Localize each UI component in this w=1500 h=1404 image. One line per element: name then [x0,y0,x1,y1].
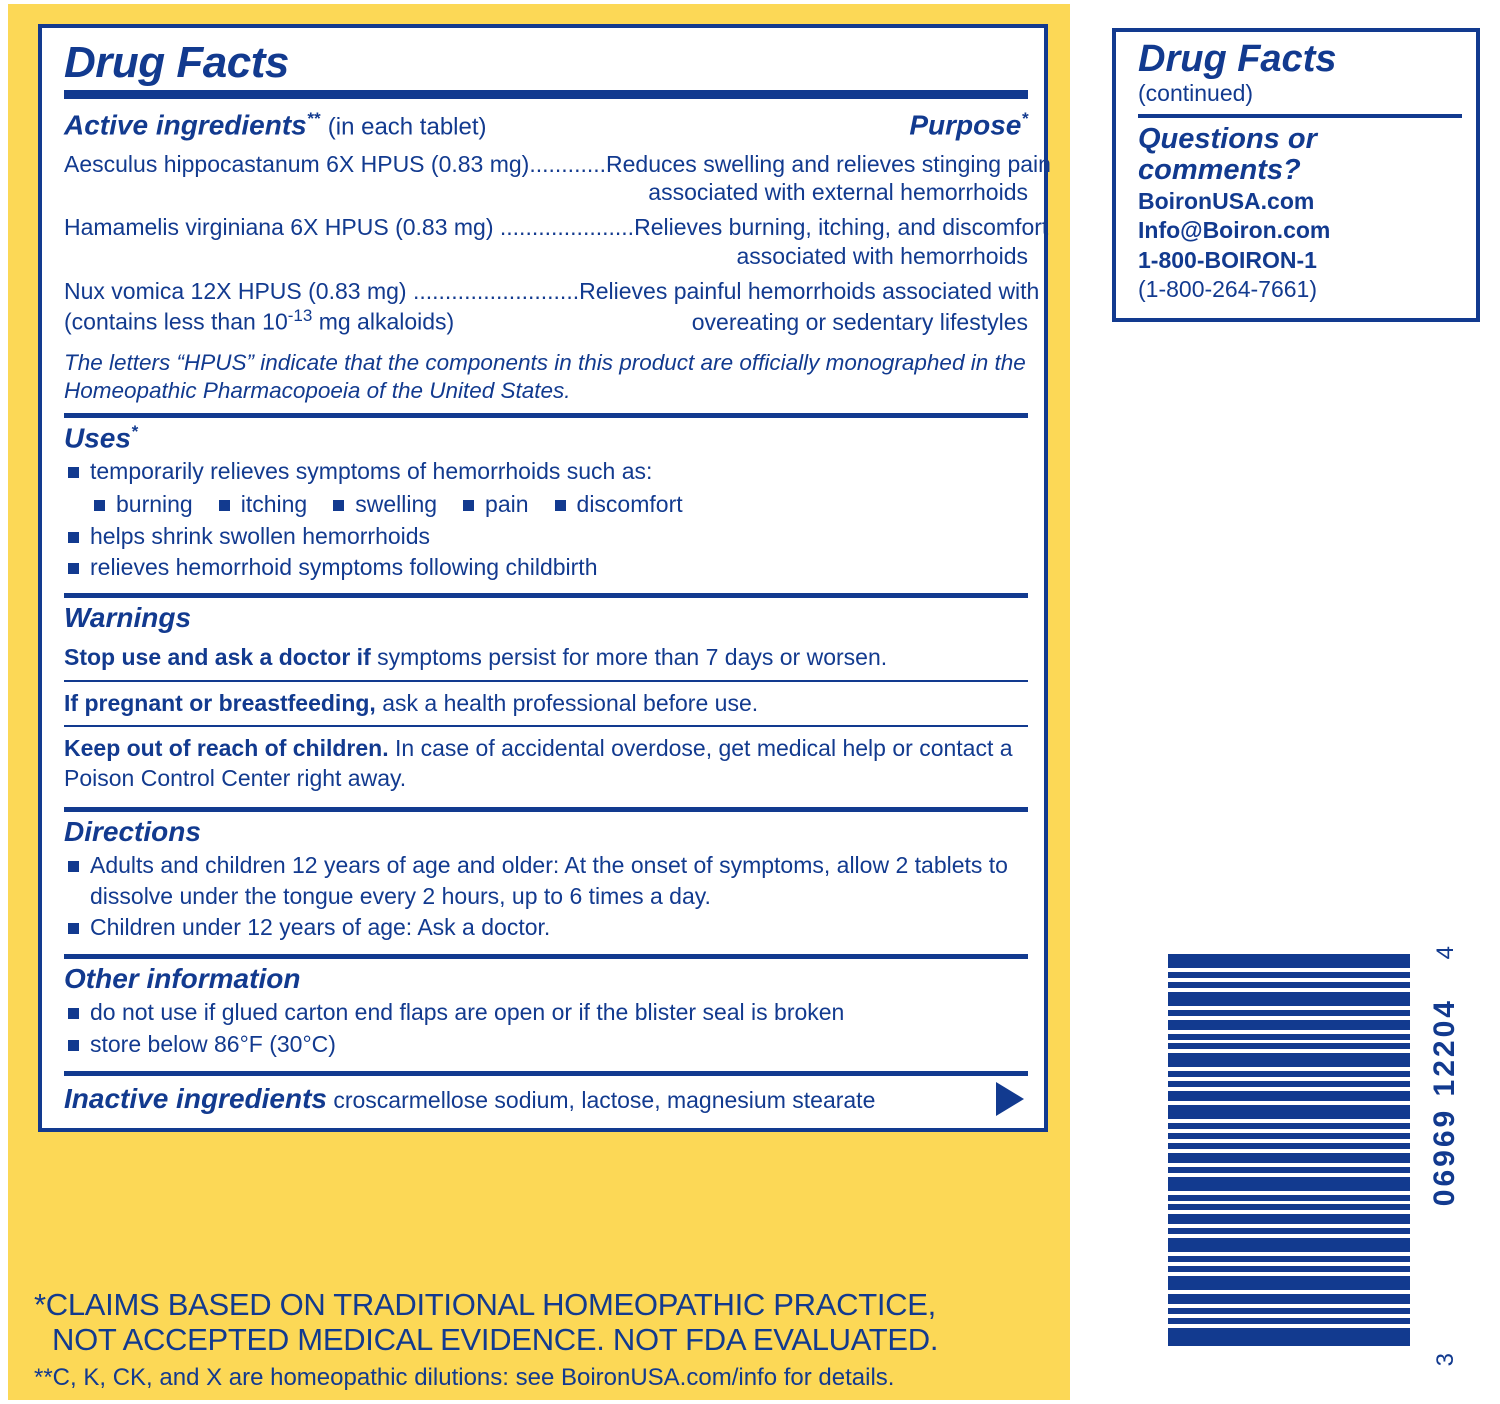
other-information-section [64,963,1028,1059]
uses-heading [64,422,1028,454]
barcode-bar [1168,1091,1410,1101]
ingredient-name: Aesculus hippocastanum 6X HPUS (0.83 mg)............ [64,150,607,177]
barcode-bar [1168,1153,1410,1163]
inactive-ingredients-heading: Inactive ingredients [64,1083,327,1115]
barcode-bar [1168,992,1410,1006]
barcode-bar [1168,1228,1410,1234]
directions-section [64,816,1028,942]
ingredient-row [64,213,1049,271]
barcode-bar [1168,1043,1410,1049]
questions-heading-line-2: comments? [1138,154,1301,187]
purpose-heading-text: Purpose [909,109,1022,141]
claims-footnote [34,1288,1044,1392]
warning-lead: If pregnant or breastfeeding, [64,689,376,716]
email-link[interactable]: Info@Boiron.com [1138,217,1331,244]
drug-facts-yellow-panel [8,4,1070,1400]
uses-section [64,422,1028,583]
active-ingredients-heading-sup: ** [306,109,320,129]
active-ingredients-section [64,105,1051,405]
section-divider [64,413,1028,418]
warning-rest: symptoms persist for more than 7 days or worsen. [370,643,888,670]
barcode-left-digit: 3 [1432,1352,1459,1366]
ingredient-purpose-cont: associated with external hemorrhoids [648,179,1028,206]
continued-divider [1138,114,1462,118]
inactive-ingredients-text [64,1083,875,1115]
warning-line [64,636,1028,680]
warning-line [64,682,1028,726]
phone-number-numeric: (1-800-264-7661) [1138,275,1318,302]
warning-lead: Keep out of reach of children. [64,735,389,762]
warnings-section [64,602,1028,802]
continued-title: Drug Facts [1138,38,1337,80]
barcode-bar [1168,1133,1410,1139]
questions-heading-line-1: Questions or [1138,123,1317,156]
section-divider [64,954,1028,959]
warning-lead: Stop use and ask a doctor if [64,643,371,670]
inactive-ingredients-section [64,1076,1028,1124]
barcode-bar [1168,982,1410,988]
barcode-bar [1168,1071,1410,1077]
barcode-bar [1168,1105,1410,1119]
claims-line-2: NOT ACCEPTED MEDICAL EVIDENCE. NOT FDA EVALUATED. [52,1321,939,1357]
directions-list [64,850,1028,942]
other-information-list [64,997,1028,1059]
barcode-bar [1168,1328,1410,1346]
barcode-suffix: 12204 [1428,998,1461,1097]
list-item: itching [215,489,307,519]
uses-list [64,456,1028,486]
list-item: Adults and children 12 years of age and older: At the onset of symptoms, allow 2 tablets to dissolve under the tongue every 2 hours, up to 6 times a day. [64,850,1028,911]
barcode-bar [1168,1318,1410,1324]
barcode-digits [1428,998,1462,1206]
list-item: pain [459,489,528,519]
ingredient-purpose: Relieves painful hemorrhoids associated with [579,277,1040,304]
barcode-bar [1168,1177,1410,1191]
uses-list-continued [64,521,1028,583]
section-divider [64,593,1028,598]
list-item: Children under 12 years of age: Ask a doctor. [64,912,1028,942]
list-item: relieves hemorrhoid symptoms following childbirth [64,552,1028,582]
barcode-bar [1168,1167,1410,1173]
barcode-bar [1168,1276,1410,1290]
ingredient-name: Nux vomica 12X HPUS (0.83 mg) .......................... [64,277,580,304]
ingredient-purpose: Relieves burning, itching, and discomfort [634,214,1049,241]
ingredient-purpose-cont: associated with hemorrhoids [736,242,1028,269]
list-item: burning [90,489,193,519]
ingredient-alkaloid-note-a: (contains less than 10 [64,308,288,335]
purpose-heading [909,109,1028,141]
phone-number[interactable]: 1-800-BOIRON-1 [1138,246,1317,273]
play-triangle-icon [996,1082,1024,1116]
other-information-heading: Other information [64,963,301,995]
uses-sublist [90,489,1028,519]
website-link[interactable]: BoironUSA.com [1138,187,1315,214]
barcode [1168,946,1468,1366]
barcode-prefix: 06969 [1428,1107,1461,1207]
barcode-bar [1168,1266,1410,1272]
barcode-bar [1168,1143,1410,1149]
list-item: swelling [329,489,437,519]
purpose-heading-sup: * [1021,109,1028,129]
ingredient-alkaloid-note [64,305,454,336]
barcode-bar [1168,1204,1410,1210]
warnings-heading: Warnings [64,601,192,633]
uses-heading-text: Uses [64,422,131,454]
list-item: do not use if glued carton end flaps are open or if the blister seal is broken [64,997,1028,1027]
drug-facts-box [38,24,1051,1132]
active-ingredients-heading [64,109,487,141]
continued-subtitle: (continued) [1138,79,1254,106]
ingredient-alkaloid-exponent: -13 [287,306,313,326]
warning-rest: In case of accidental overdose, get medical help or contact a Poison Control Center right away. [64,735,1013,792]
barcode-bar [1168,1294,1410,1304]
ingredient-name: Hamamelis virginiana 6X HPUS (0.83 mg) ..................... [64,214,635,241]
list-item: discomfort [551,489,683,519]
barcode-bar [1168,1195,1410,1201]
list-item: helps shrink swollen hemorrhoids [64,521,1028,551]
barcode-bar [1168,972,1410,978]
list-item: temporarily relieves symptoms of hemorrhoids such as: [64,456,1028,486]
claims-line-3: **C, K, CK, and X are homeopathic dilutions: see BoironUSA.com/info for details. [34,1364,895,1392]
barcode-bar [1168,1020,1410,1030]
barcode-bar [1168,1214,1410,1224]
barcode-bar [1168,1238,1410,1252]
barcode-bar [1168,1308,1410,1314]
barcode-bar [1168,1256,1410,1262]
inactive-ingredients-list: croscarmellose sodium, lactose, magnesium stearate [326,1087,876,1114]
barcode-bar [1168,1081,1410,1087]
warning-rest: ask a health professional before use. [375,689,759,716]
directions-heading: Directions [64,816,201,848]
warning-line [64,727,1028,801]
barcode-bar [1168,1010,1410,1016]
active-ingredients-heading-text: Active ingredients [64,109,307,141]
section-divider [64,807,1028,812]
uses-heading-sup: * [130,421,138,441]
active-ingredients-note: (in each tablet) [327,113,487,141]
ingredient-purpose: Reduces swelling and relieves stinging pain [606,150,1051,177]
list-item: store below 86°F (30°C) [64,1029,1028,1059]
barcode-bar [1168,1053,1410,1067]
barcode-right-digit: 4 [1432,946,1459,960]
ingredient-alkaloid-note-b: mg alkaloids) [312,308,455,335]
barcode-bar [1168,1034,1410,1040]
barcode-bar [1168,1123,1410,1129]
ingredient-row [64,150,1051,208]
ingredient-purpose-cont: overeating or sedentary lifestyles [691,308,1028,335]
title-divider [64,90,1028,99]
hpus-note: The letters “HPUS” indicate that the components in this product are officially monographed in the Homeopathic Pharmacopoeia of the United States. [64,349,1026,403]
claims-line-1: *CLAIMS BASED ON TRADITIONAL HOMEOPATHIC PRACTICE, [34,1286,936,1322]
drug-facts-continued-box [1112,28,1480,322]
barcode-bars [1168,954,1410,1346]
page-title: Drug Facts [64,38,289,87]
ingredient-row [64,277,1040,337]
barcode-bar [1168,954,1410,968]
